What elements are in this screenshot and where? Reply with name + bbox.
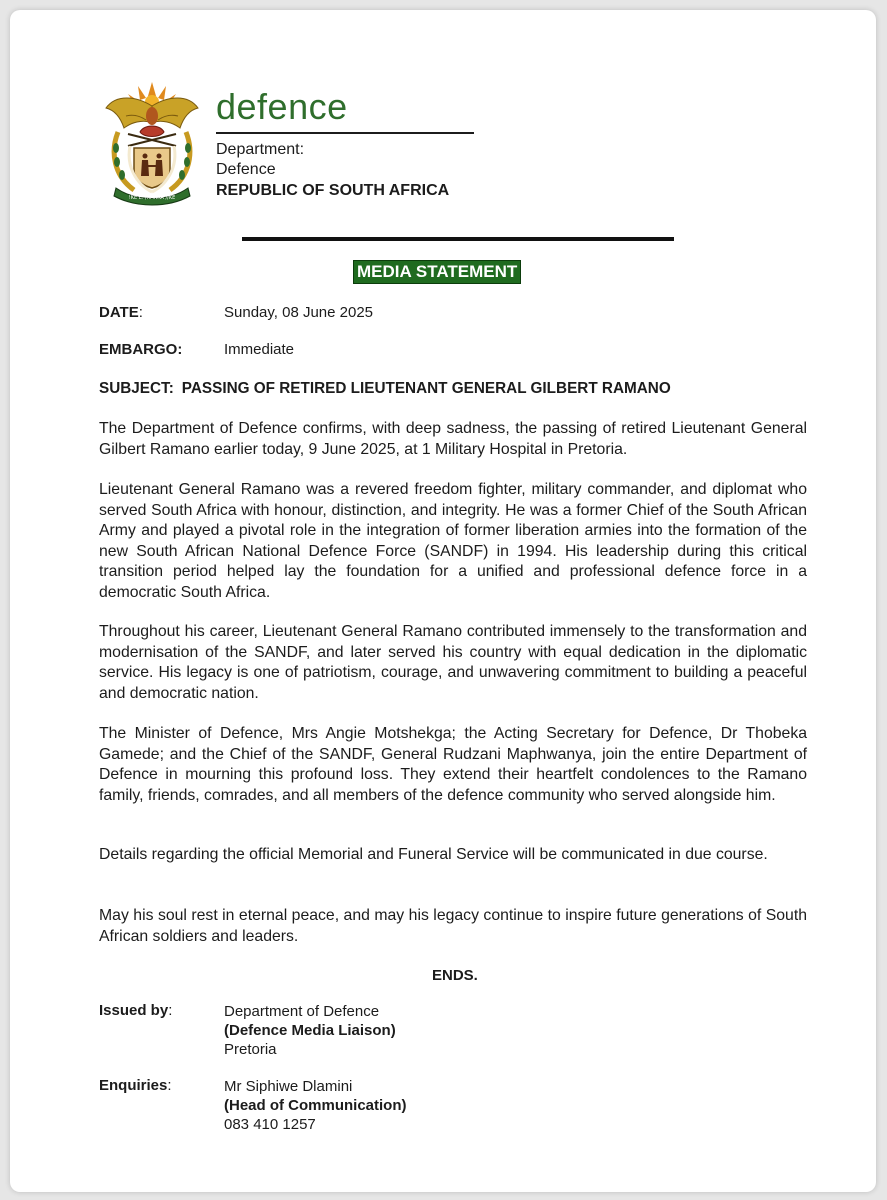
paragraph-condolences: The Minister of Defence, Mrs Angie Motshekga; the Acting Secretary for Defence, Dr Thobeka Gamede; and the Chief of the SANDF, General Rudzani Maphwanya, join the entire Department of Defence in mourning this profound loss. They extend their heartfelt condolences to the Ramano family, friends, comrades, and all members of the defence community who served alongside him. [99,725,807,804]
document-page [10,10,876,1192]
enquiries-colon: : [167,1077,172,1094]
date-label-colon: : [138,304,143,321]
subject-line [99,380,671,398]
subject-value: PASSING OF RETIRED LIEUTENANT GENERAL GILBERT RAMANO [181,380,671,397]
media-statement-badge: MEDIA STATEMENT [353,260,521,284]
enquiries-block [224,1077,407,1134]
ends-marker: ENDS. [432,967,478,984]
paragraph-confirmation: The Department of Defence confirms, with deep sadness, the passing of retired Lieutenant General Gilbert Ramano earlier today, 9 June 2025, at 1 Military Hospital in Pretoria. [99,420,807,458]
header-divider [242,237,674,241]
enquiries-line-2: (Head of Communication) [224,1097,407,1114]
date-value: Sunday, 08 June 2025 [224,304,374,321]
date-label [99,304,143,321]
issued-by-block [224,1002,396,1059]
paragraph-closing: May his soul rest in eternal peace, and may his legacy continue to inspire future generations of South African soldiers and leaders. [99,907,807,945]
issued-by-line-2: (Defence Media Liaison) [224,1022,396,1039]
subject-label: SUBJECT: [99,380,174,397]
enquiries-label-text: Enquiries [99,1077,168,1094]
issued-by-line-1: Department of Defence [224,1003,380,1020]
paragraph-career: Throughout his career, Lieutenant General Ramano contributed immensely to the transformation and modernisation of the SANDF, and later served his country with equal dedication in the diplomatic service. His legacy is one of patriotism, courage, and unwavering commitment to building a peaceful and democratic nation. [99,623,807,702]
department-name: Defence [216,161,276,178]
crest-motto: !KE E: /XARRA //KE [128,195,176,201]
embargo-label: EMBARGO: [99,341,183,358]
enquiries-line-1: Mr Siphiwe Dlamini [224,1078,353,1095]
country-name: REPUBLIC OF SOUTH AFRICA [216,182,450,199]
brand-wordmark: defence [216,86,348,127]
issued-by-colon: : [168,1002,173,1019]
paragraph-memorial: Details regarding the official Memorial and Funeral Service will be communicated in due course. [99,846,768,863]
enquiries-line-3: 083 410 1257 [224,1116,316,1133]
issued-by-label-text: Issued by [99,1002,169,1019]
issued-by-label [99,1002,172,1019]
paragraph-biography: Lieutenant General Ramano was a revered freedom fighter, military commander, and diplomat who served South Africa with honour, distinction, and integrity. He was a former Chief of the South African Army and played a pivotal role in the integration of former liberation armies into the formation of the new South African National Defence Force (SANDF) in 1994. His leadership during this critical transition period helped lay the foundation for a unified and professional defence force in a democratic South Africa. [99,481,807,601]
date-label-text: DATE [99,304,139,321]
brand-divider [216,132,474,134]
embargo-value: Immediate [224,341,295,358]
department-label: Department: [216,141,305,158]
enquiries-label [99,1077,172,1094]
issued-by-line-3: Pretoria [224,1041,277,1058]
coat-of-arms-icon [96,76,208,206]
